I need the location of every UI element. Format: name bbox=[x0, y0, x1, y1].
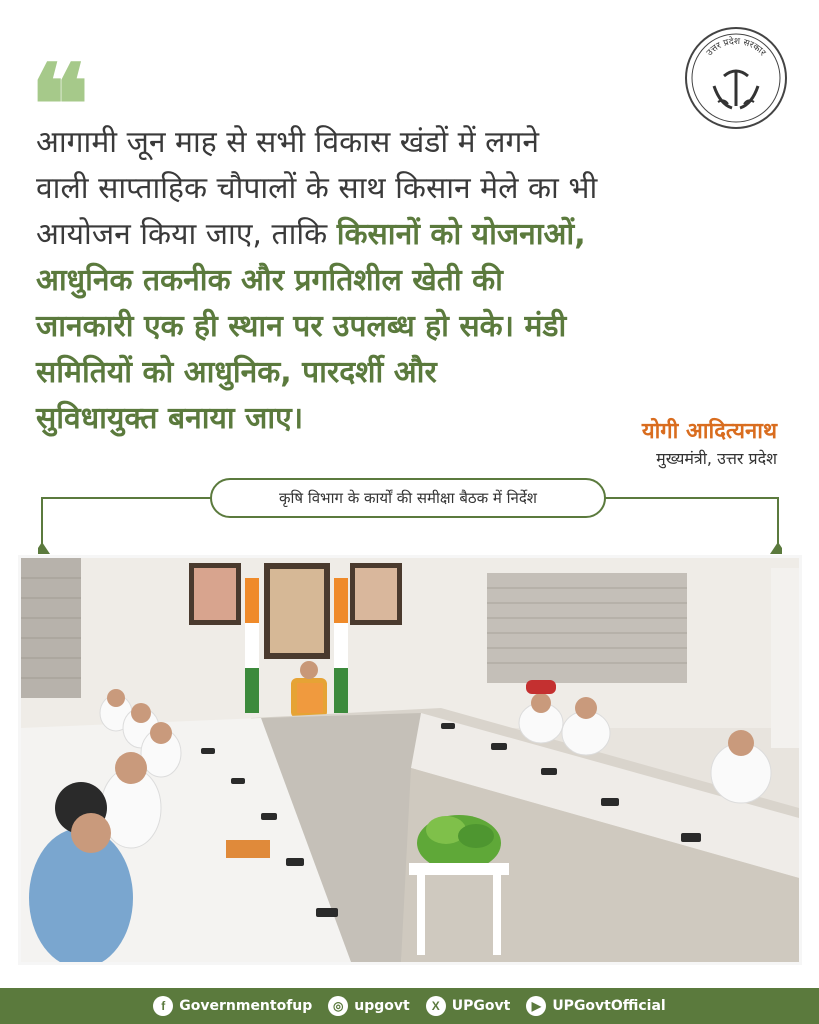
x-handle: UPGovt bbox=[451, 998, 511, 1014]
quote-text-plain: आयोजन किया जाए, ताकि bbox=[36, 217, 337, 252]
quote-line: आगामी जून माह से सभी विकास खंडों में लगने bbox=[36, 125, 540, 160]
youtube-link[interactable] bbox=[526, 996, 665, 1016]
author-role: मुख्यमंत्री, उत्तर प्रदेश bbox=[656, 449, 777, 468]
youtube-icon: ▶ bbox=[526, 996, 546, 1016]
quote-highlight-line: आधुनिक तकनीक और प्रगतिशील खेती की bbox=[36, 263, 503, 298]
meeting-caption: कृषि विभाग के कार्यों की समीक्षा बैठक में निर्देश bbox=[210, 478, 606, 518]
quote-text bbox=[36, 120, 776, 442]
quote-highlight-line: जानकारी एक ही स्थान पर उपलब्ध हो सके। मंडी bbox=[36, 309, 567, 344]
meeting-photo bbox=[18, 555, 802, 965]
instagram-icon: ◎ bbox=[328, 996, 348, 1016]
instagram-link[interactable] bbox=[328, 996, 409, 1016]
quote-highlight-line: समितियों को आधुनिक, पारदर्शी और bbox=[36, 355, 437, 390]
quote-line bbox=[36, 212, 776, 258]
instagram-handle: upgovt bbox=[354, 998, 410, 1014]
facebook-link[interactable] bbox=[153, 996, 312, 1016]
x-icon: X bbox=[426, 996, 446, 1016]
svg-text:उत्तर प्रदेश सरकार: उत्तर प्रदेश सरकार bbox=[704, 36, 768, 59]
x-link[interactable] bbox=[426, 996, 511, 1016]
youtube-handle: UPGovtOfficial bbox=[552, 998, 666, 1014]
quote-mark-icon: ❝ bbox=[30, 50, 90, 120]
quote-line: वाली साप्ताहिक चौपालों के साथ किसान मेले का भी bbox=[36, 171, 598, 206]
author-block bbox=[642, 417, 777, 471]
quote-highlight-line: सुविधायुक्त बनाया जाए। bbox=[36, 401, 304, 436]
up-emblem-icon bbox=[684, 26, 788, 130]
facebook-handle: Governmentofup bbox=[179, 998, 313, 1014]
quote-highlight: किसानों को योजनाओं, bbox=[336, 217, 586, 252]
author-name: योगी आदित्यनाथ bbox=[641, 419, 777, 444]
facebook-icon: f bbox=[153, 996, 173, 1016]
social-footer bbox=[0, 988, 819, 1024]
